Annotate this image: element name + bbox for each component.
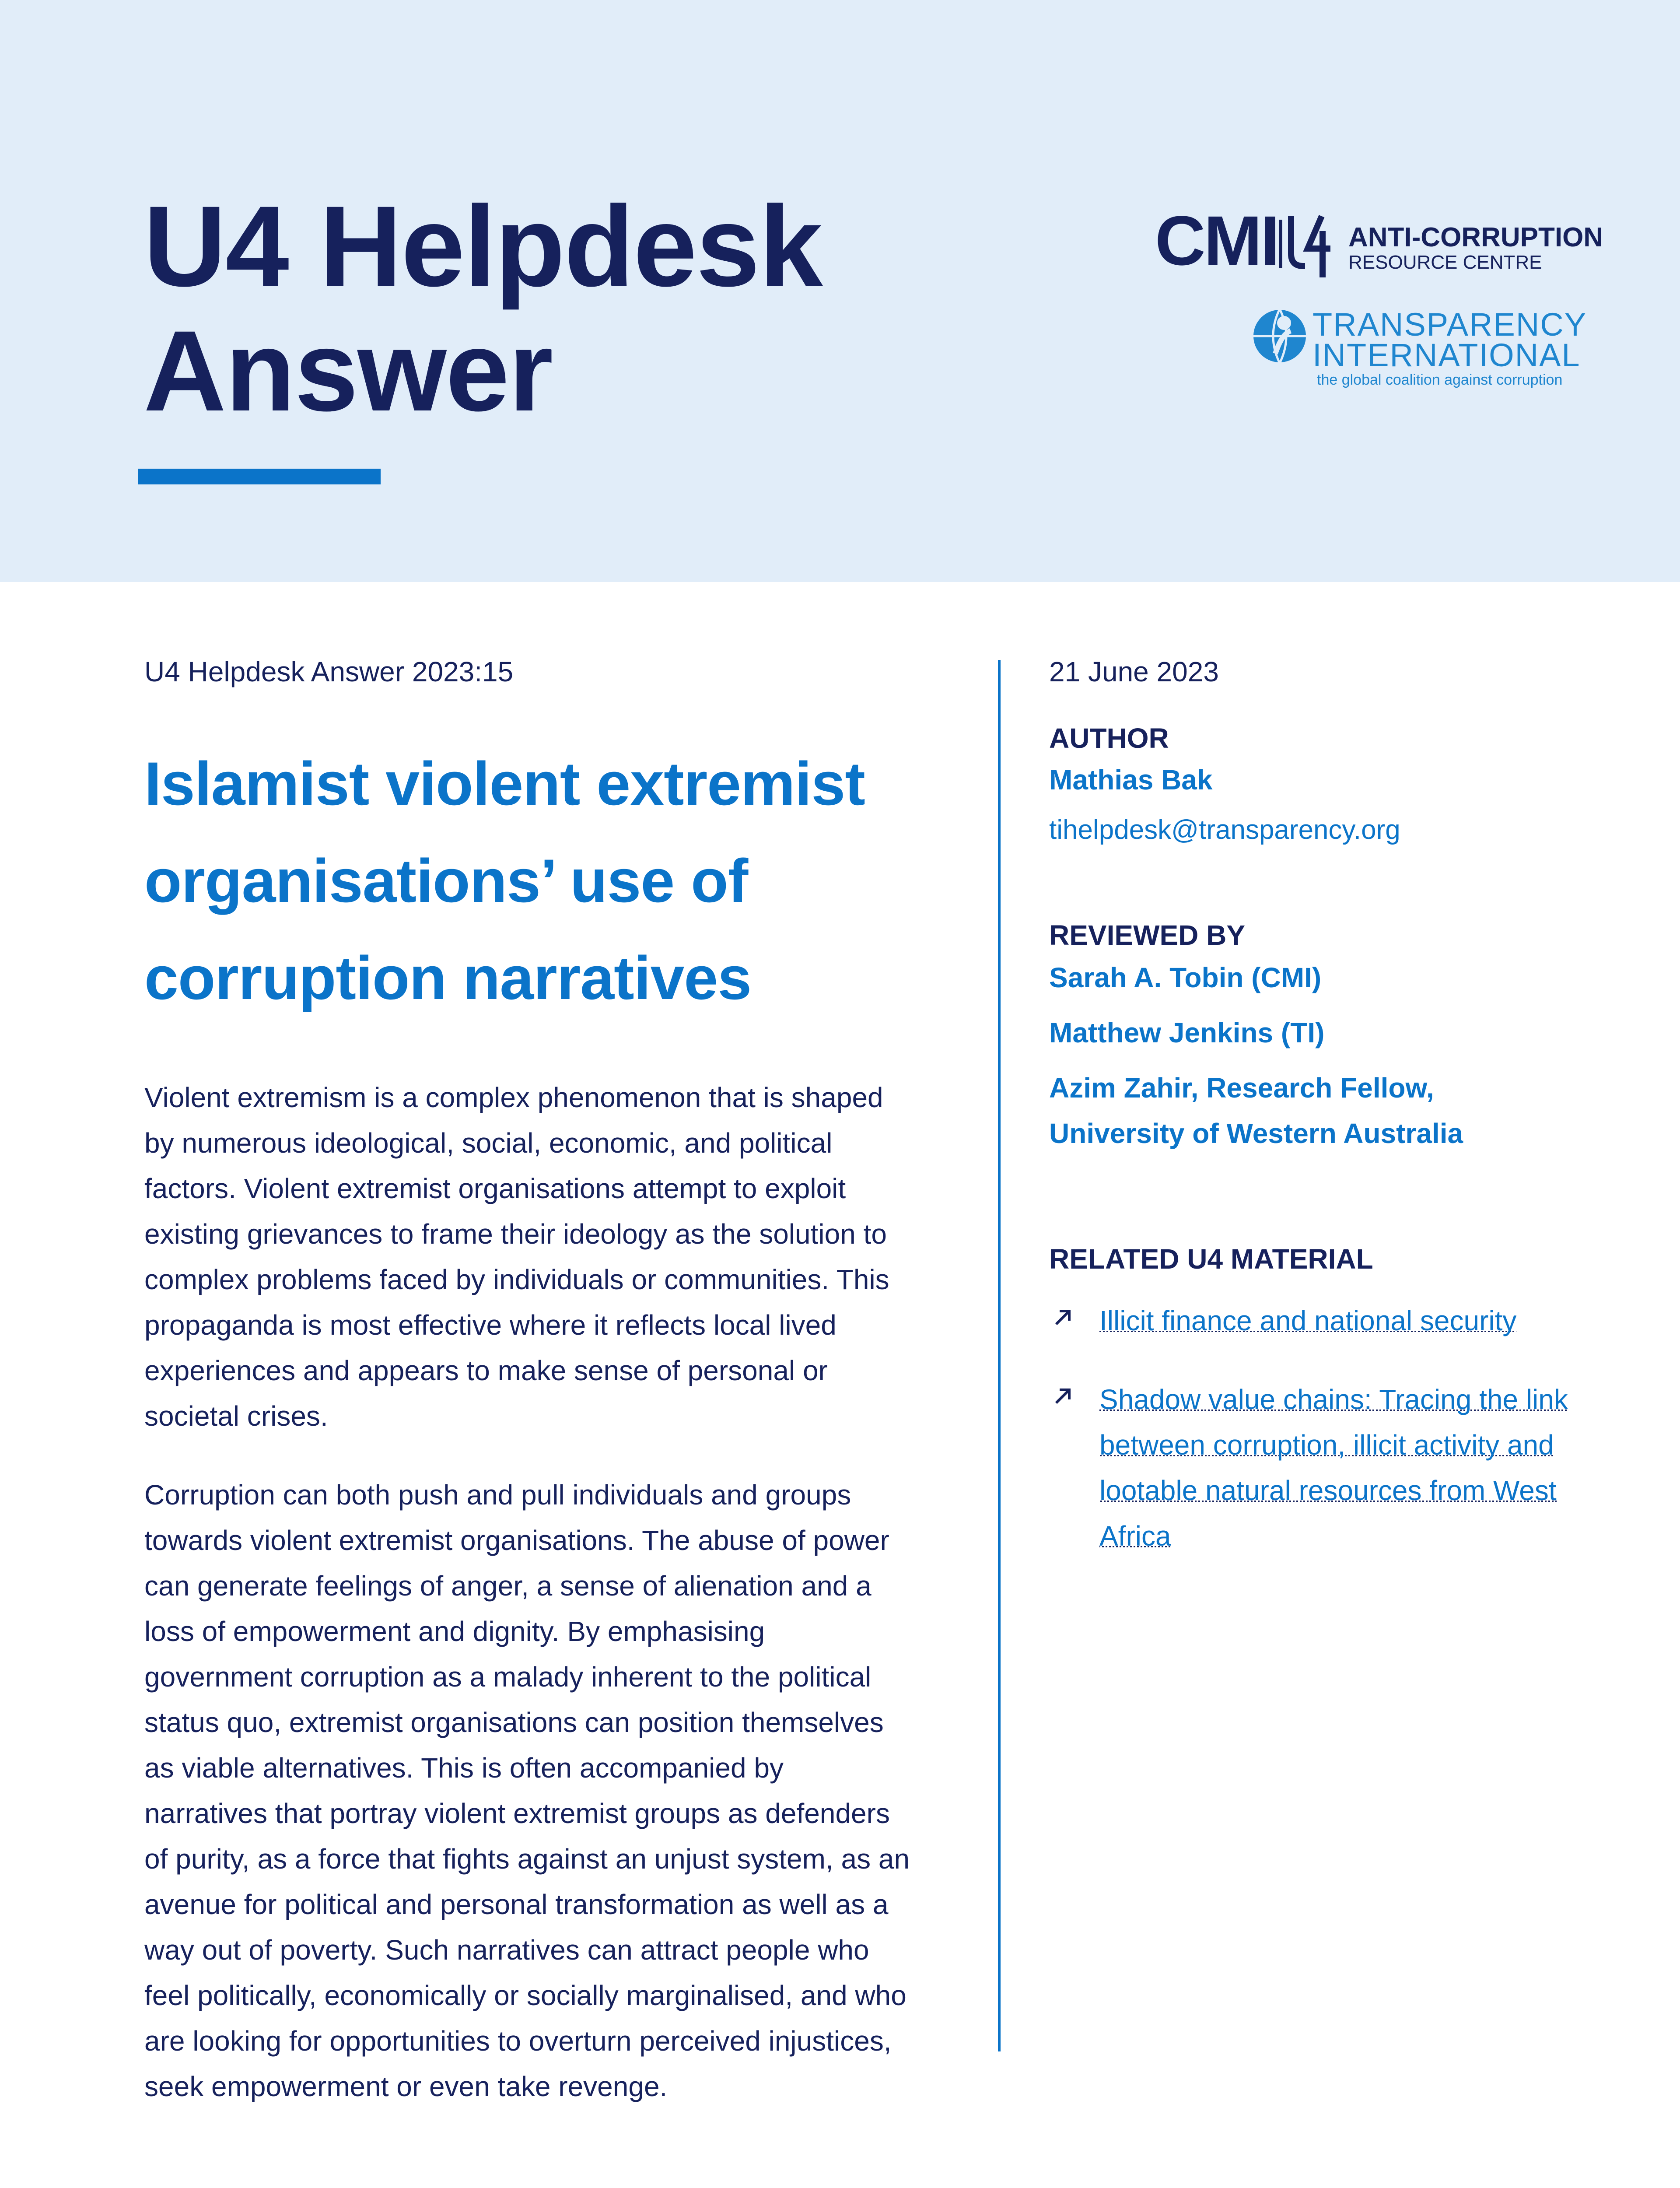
column-divider	[998, 660, 1001, 2051]
author-label: AUTHOR	[1049, 722, 1169, 754]
reviewer-name: Azim Zahir, Research Fellow, University of Western Australia	[1049, 1072, 1463, 1149]
transparency-international-globe-icon	[1249, 305, 1310, 367]
ti-logo-line2: INTERNATIONAL	[1312, 337, 1581, 373]
arrow-up-right-icon	[1052, 1306, 1074, 1329]
u4-logo-line1: ANTI-CORRUPTION	[1348, 222, 1603, 252]
publication-date: 21 June 2023	[1049, 656, 1219, 687]
arrow-up-right-icon	[1052, 1385, 1074, 1407]
reviewer-name: Sarah A. Tobin (CMI)	[1049, 962, 1322, 993]
summary-paragraph: Violent extremism is a complex phenomenon that is shaped by numerous ideological, social, economic, and political factors. Violent extremist organisations attempt to exploit existing grievances to frame their ideology as the solution to complex problems faced by individuals or communities. This propaganda is most effective where it reflects local lived experiences and appears to make sense of personal or societal crises.	[144, 1082, 889, 1432]
author-email-link[interactable]: tihelpdesk@transparency.org	[1049, 815, 1400, 845]
ti-logo-line1: TRANSPARENCY	[1312, 306, 1587, 343]
series-title	[144, 184, 887, 433]
series-title-line2: Answer	[144, 307, 553, 435]
summary-paragraph: Corruption can both push and pull individuals and groups towards violent extremist organisations. The abuse of power can generate feelings of anger, a sense of alienation and a loss of empowerment and dignity. By emphasising government corruption as a malady inherent to the political status quo, extremist organisations can position themselves as viable alternatives. This is often accompanied by narratives that portray violent extremist groups as defenders of purity, as a force that fights against an unjust system, as an avenue for political and personal transformation as well as a way out of poverty. Such narratives can attract people who feel politically, economically or socially marginalised, and who are looking for opportunities to overturn perceived injustices, seek empowerment or even take revenge.	[144, 1479, 910, 2102]
related-material-link[interactable]: Shadow value chains: Tracing the link between corruption, illicit activity and lootable natural resources from West Africa	[1099, 1384, 1568, 1552]
series-title-line1: U4 Helpdesk	[144, 182, 822, 310]
document-title-line: organisations’ use of	[144, 846, 748, 915]
related-material-link[interactable]: Illicit finance and national security	[1099, 1305, 1517, 1336]
author-name: Mathias Bak	[1049, 764, 1213, 796]
u4-logo-line2: RESOURCE CENTRE	[1348, 252, 1542, 273]
logo-divider	[1279, 220, 1282, 268]
related-material-item	[1049, 1377, 1574, 1559]
related-material-label: RELATED U4 MATERIAL	[1049, 1243, 1373, 1275]
reviewer-name: Matthew Jenkins (TI)	[1049, 1017, 1325, 1048]
ti-logo-tagline: the global coalition against corruption	[1317, 372, 1563, 388]
main-column	[144, 652, 910, 2109]
reviewed-by-label: REVIEWED BY	[1049, 919, 1246, 951]
cmi-logo: CMI	[1155, 201, 1278, 280]
document-title	[144, 735, 910, 1027]
document-title-line: Islamist violent extremist	[144, 749, 865, 818]
summary	[144, 1075, 910, 2109]
document-title-line: corruption narratives	[144, 943, 752, 1012]
sidebar	[1049, 652, 1574, 1559]
partner-logos	[1151, 201, 1603, 398]
related-material-item	[1049, 1298, 1574, 1343]
u4-logo-icon	[1288, 214, 1341, 279]
title-accent-rule	[138, 469, 381, 484]
related-material-list	[1049, 1298, 1574, 1559]
answer-id: U4 Helpdesk Answer 2023:15	[144, 656, 514, 687]
